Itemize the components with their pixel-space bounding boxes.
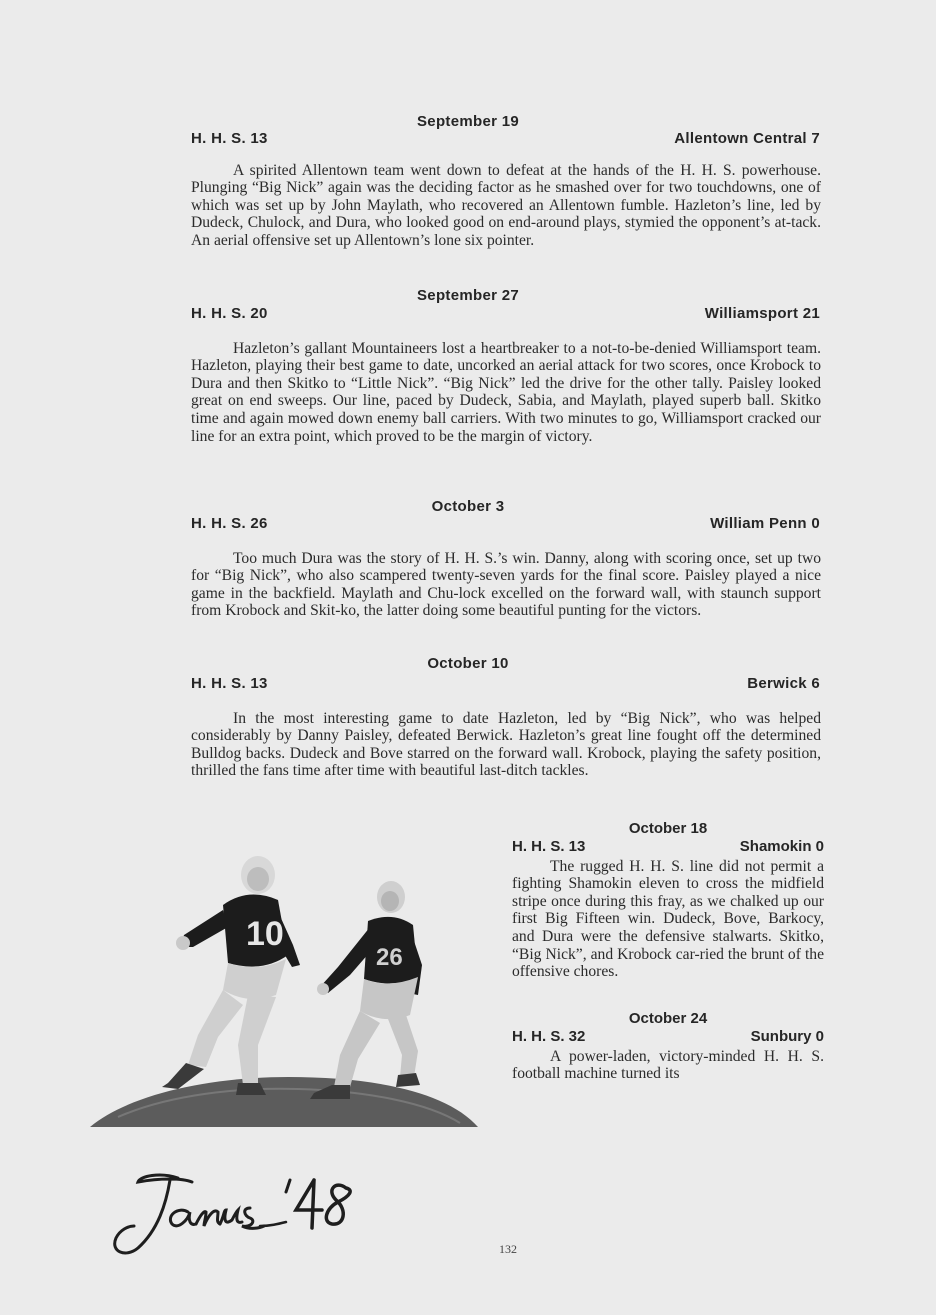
opponent-score: William Penn 0 [710,515,820,532]
hhs-score: H. H. S. 13 [191,675,268,692]
game-date: October 24 [628,1010,708,1027]
football-players-photo [88,855,480,1130]
opponent-score: Sunbury 0 [750,1028,824,1045]
opponent-score: Shamokin 0 [739,838,824,855]
hhs-score: H. H. S. 13 [512,838,586,855]
opponent-score: Williamsport 21 [704,305,820,322]
opponent-score: Allentown Central 7 [674,130,820,147]
jersey-number-26: 26 [376,944,403,971]
game-date: September 19 [417,113,519,130]
page-number: 132 [499,1242,517,1256]
game-date: October 10 [427,655,509,672]
game-date: October 18 [628,820,708,837]
opponent-score: Berwick 6 [747,675,820,692]
game-recap: In the most interesting game to date Hazleton, led by “Big Nick”, who was helped considerably by Danny Paisley, defeated Berwick. Hazleton’s great line fought off the determined Bulldog backs. Dudeck and Bove starred on the forward wall. Krobock, playing the safety position, thrilled the fans time after time with beautiful last-ditch tackles. [191,709,821,780]
game-date: September 27 [417,287,519,304]
game-recap: Too much Dura was the story of H. H. S.’s win. Danny, along with scoring once, set up two for “Big Nick”, who also scampered twenty-seven yards for the final score. Paisley played a nice game in the backfield. Maylath and Chu-lock excelled on the forward wall, with staunch support from Krobock and Skit-ko, the latter doing some beautiful punting for the victors. [191,549,821,620]
game-recap: A power-laden, victory-minded H. H. S. football machine turned its [512,1047,824,1083]
player-10 [162,856,300,1095]
game-date: October 3 [431,498,505,515]
game-recap: Hazleton’s gallant Mountaineers lost a heartbreaker to a not-to-be-denied Williamsport team. Hazleton, playing their best game to date, uncorked an aerial attack for two scores, once Krobock to Dura and then Skitko to “Little Nick”. “Big Nick” led the drive for the other tally. Paisley looked great on end sweeps. Our line, paced by Dudeck, Sabia, and Maylath, played superb ball. Skitko time and again mowed down enemy ball carriers. With two minutes to go, Williamsport cracked our line for an extra point, which proved to be the margin of victory. [191,339,821,445]
game-recap: A spirited Allentown team went down to defeat at the hands of the H. H. S. powerhouse. Plunging “Big Nick” again was the deciding factor as he smashed over for two touchdowns, one of which was set up by John Maylath, who recovered an Allentown fumble. Hazleton’s line, led by Dudeck, Chulock, and Dura, who looked good on end-around plays, stymied the opponent’s at-tack. An aerial offensive set up Allentown’s lone six pointer. [191,161,821,249]
hhs-score: H. H. S. 26 [191,515,268,532]
jersey-number-10: 10 [246,915,284,953]
hhs-score: H. H. S. 13 [191,130,268,147]
hhs-score: H. H. S. 32 [512,1028,586,1045]
player-26 [310,881,422,1099]
game-recap: The rugged H. H. S. line did not permit a fighting Shamokin eleven to cross the midfield stripe once during this fray, as we chalked up our first Big Fifteen win. Dudeck, Bove, Barkocy, and Dura were the defensive stalwarts. Skitko, “Big Nick”, and Krobock car-ried the brunt of the offensive chores. [512,857,824,981]
hhs-score: H. H. S. 20 [191,305,268,322]
